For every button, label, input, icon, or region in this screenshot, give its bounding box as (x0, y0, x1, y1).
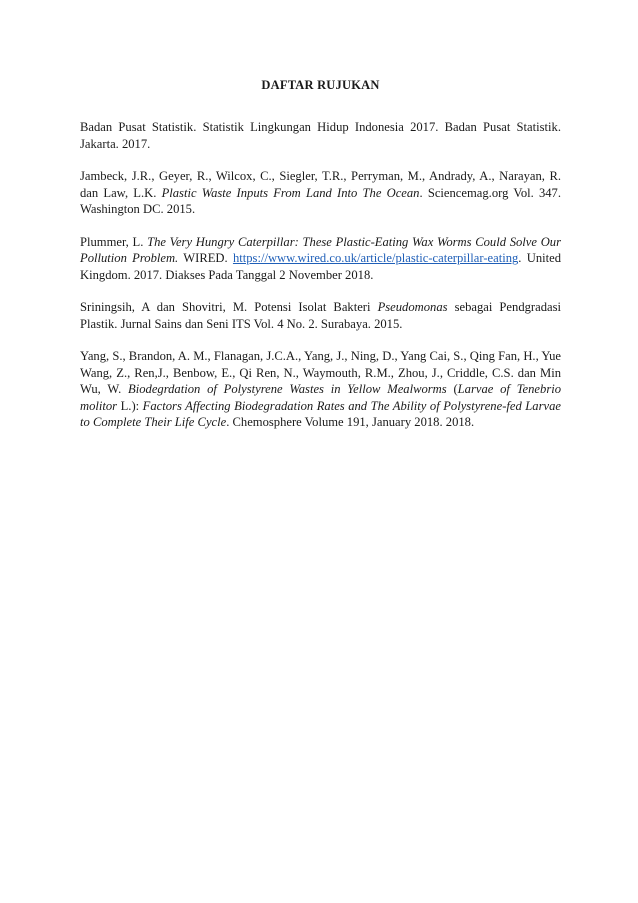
reference-text: ( (446, 382, 458, 396)
reference-italic-text: Plastic Waste Inputs From Land Into The Ocean (161, 185, 420, 200)
reference-text: Jambeck, J.R., Geyer, R., Wilcox, C., Siegler, T.R., Perryman, M., Andrady, A., Narayan, R. dan Law, L.K. (80, 169, 561, 200)
reference-text: WIRED. (178, 251, 233, 265)
reference-entry (80, 168, 561, 218)
reference-italic-text: Biodegrdation of Polystyrene Wastes in Yellow Mealworms (128, 382, 447, 396)
reference-entry (80, 119, 561, 152)
reference-link[interactable]: https://www.wired.co.uk/article/plastic-caterpillar-eating (232, 251, 519, 265)
reference-list (80, 119, 561, 431)
reference-text: Plummer, L. (80, 234, 148, 249)
reference-text: . Chemosphere Volume 191, January 2018. 2018. (226, 415, 475, 429)
reference-entry (80, 234, 561, 284)
reference-italic-text: The Very Hungry Caterpillar: These Plastic-Eating Wax Worms Could Solve Our Pollution Problem. (80, 234, 561, 265)
reference-text: sebagai Pendgradasi Plastik. Jurnal Sains dan Seni ITS Vol. 4 No. 2. Surabaya. 2015. (80, 300, 561, 331)
reference-italic-text: Larvae of Tenebrio molitor (80, 382, 562, 413)
reference-entry (80, 348, 561, 431)
reference-entry (80, 299, 561, 332)
document-page (80, 78, 561, 447)
reference-italic-text: Pseudomonas (377, 300, 448, 314)
reference-text: Badan Pusat Statistik. Statistik Lingkungan Hidup Indonesia 2017. Badan Pusat Statistik. Jakarta. 2017. (80, 120, 561, 151)
reference-text: L.): (117, 398, 143, 413)
reference-text: . United Kingdom. 2017. Diakses Pada Tanggal 2 November 2018. (80, 251, 561, 282)
reference-text: Sriningsih, A dan Shovitri, M. Potensi Isolat Bakteri (80, 300, 378, 314)
reference-italic-text: Factors Affecting Biodegradation Rates and The Ability of Polystyrene-fed Larvae to Complete Their Life Cycle (80, 398, 561, 429)
reference-text: . Sciencemag.org Vol. 347. Washington DC. 2015. (80, 185, 561, 216)
page-title: DAFTAR RUJUKAN (261, 78, 380, 92)
reference-text: Yang, S., Brandon, A. M., Flanagan, J.C.A., Yang, J., Ning, D., Yang Cai, S., Qing Fan, H., Yue Wang, Z., Ren,J., Benbow, E., Qi Ren, N., Waymouth, R.M., Zhou, J., Criddle, C.S. dan Min Wu, W. (80, 349, 561, 396)
